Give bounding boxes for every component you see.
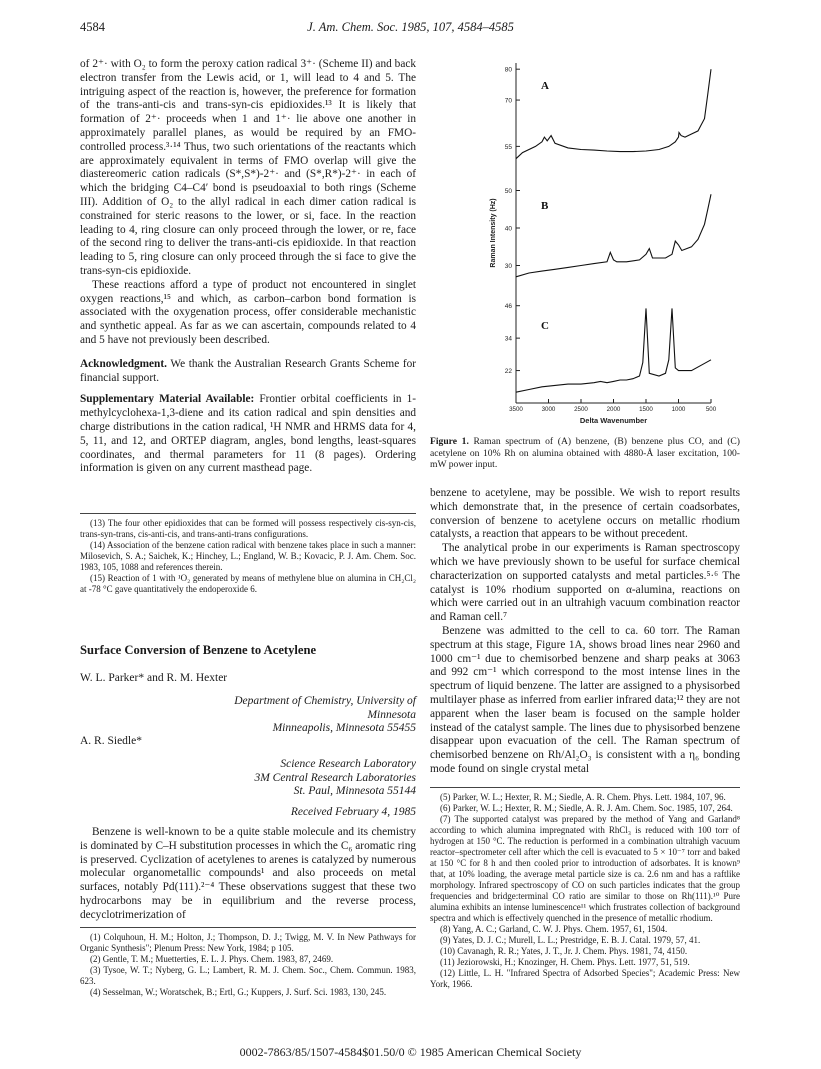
supp-heading: Supplementary Material Available: [80,393,255,406]
received-date: Received February 4, 1985 [290,806,416,818]
x-tick-label: 3500 [509,406,523,413]
y-tick-label: 46 [504,303,512,311]
authors-1: W. L. Parker* and R. M. Hexter [80,672,228,684]
panel-label-b: B [541,200,549,212]
supplementary [80,393,416,476]
paragraph: of 2⁺· with O₂ to form the peroxy cation radical 3⁺· (Scheme II) and back electron transfer from the Lewis acid, or 1, will lead to 4 and 5. The intriguing aspect of the reaction is, however, the preference for formation of the trans-anti-cis and trans-syn-cis epidioxides.¹³ It is likely that formation of 2⁺· proceeds when 1 and 1⁺· lie above one another in approximately parallel planes, as would be required by an FMO-controlled process.³·¹⁴ Thus, two such orientations of the reactants which are approximately equivalent in terms of FMO overlap will give the diastereomeric cation radicals (S*,S*)-2⁺· and (S*,R*)-2⁺· in each of which the bridging C4–C4′ bond is pseudoaxial to both rings (Scheme III). Addition of O₂ to the allyl radical in each dimer cation radical is constrained for steric reasons to the lower, or si, face. In the reaction leading to 4, ring closure can only proceed through the lower, or re, face of the second ring to deliver the trans-anti-cis epidioxide. In that reaction leading to 5, ring closure can only proceed through the si face to give the trans-syn-cis epidioxide. [80,58,416,277]
footnote-rule [430,787,740,788]
left-column-top [80,58,416,476]
footnote: (14) Association of the benzene cation radical with benzene takes place in such a manner: Milosevich, S. A.; Saichek, K.; Hinchey, L.; England, W. B.; Kovacic, P. J. Am. Chem. Soc. 1983, 105, 1088 and references therein. [80,540,416,572]
y-tick-label: 34 [504,335,512,343]
raman-spectrum-figure [486,58,716,430]
footnote-rule [80,927,416,928]
x-axis-label: Delta Wavenumber [579,416,648,425]
supp-text: Frontier orbital coefficients in 1-methylcyclohexa-1,3-diene and its cation radical and spin densities and charge distributions in the cation radical, ¹H NMR and HRMS data for 4, 5, 11, and 12, and ORTEP diagram, angles, bond lengths, least-squares coordinates, and thermal parameters for 11 (8 pages). Ordering information is given on any current masthead page. [80,393,416,475]
panel-label-a: A [541,80,549,92]
reference: (10) Cavanagh, R. R.; Yates, J. T., Jr. J. Chem. Phys. 1981, 74, 4150. [440,946,688,956]
affiliation-line: Minneapolis, Minnesota 55455 [272,722,416,734]
affiliation-line: St. Paul, Minnesota 55144 [293,785,416,797]
footnote: (15) Reaction of 1 with ¹O₂ generated by means of methylene blue on alumina in CH₂Cl₂ at -78 °C gave quantitatively the endoperoxide 6. [80,573,416,594]
affiliation-line: Department of Chemistry, University of Minnesota [234,695,416,721]
article-title: Surface Conversion of Benzene to Acetylene [80,643,317,657]
y-axis-label: Raman Intensity (Hz) [490,198,497,268]
y-tick-label: 22 [504,368,512,376]
right-column [430,487,740,777]
figure-caption [430,436,740,471]
y-tick-label: 30 [504,263,512,270]
authors-2: A. R. Siedle* [80,735,142,747]
affiliation-line: 3M Central Research Laboratories [254,771,416,784]
x-tick-label: 1500 [639,406,653,413]
reference: (3) Tysoe, W. T.; Nyberg, G. L.; Lambert, R. M. J. Chem. Soc., Chem. Commun. 1983, 623. [80,965,416,986]
reference: (8) Yang, A. C.; Garland, C. W. J. Phys. Chem. 1957, 61, 1504. [440,924,668,934]
paragraph: The analytical probe in our experiments is Raman spectroscopy which we have previously shown to be useful for surface chemical characterization on supported catalysts and metal particles.⁵·⁶ The catalyst is 10% rhodium supported on α-alumina, reactions on which were carried out in an ultrahigh vacuum combination reactor and Raman cell.⁷ [430,542,740,624]
reference: (4) Sesselman, W.; Woratschek, B.; Ertl, G.; Kuppers, J. Surf. Sci. 1983, 130, 245. [90,987,387,997]
reference: (7) The supported catalyst was prepared by the method of Yang and Garland⁸ according to which alumina impregnated with RhCl₃ is reduced with 100 torr of hydrogen at 150 °C. The reduction is performed in a combination ultrahigh vacuum reactor–spectrometer cell after which the cell is evacuated to 5 × 10⁻⁷ torr and baked at 150 °C for 8 h and then cooled prior to introduction of adsorbates. It is known⁹ that, at 10% loading, the average metal particle size is ca. 2.6 nm and has a raftlike morphology. Infrared spectroscopy of CO on such particles indicates that the group frequencies and bridge:terminal CO ratio are similar to those on Rh(111).¹⁰ Pure alumina exhibits an intense luminescence¹¹ which frustrates collection of background spectra and which is effectively quenched in the presence of metallic rhodium. [430,814,740,923]
journal-header: J. Am. Chem. Soc. 1985, 107, 4584–4585 [307,20,514,34]
x-tick-label: 3000 [541,406,556,413]
paragraph: benzene to acetylene, may be possible. We wish to report results which demonstrate that, in the presence of certain coadsorbates, conversion of benzene to acetylene occurs on metallic rhodium catalysts, a reaction that appears to be without precedent. [430,487,740,541]
affiliation-2 [200,758,416,799]
paragraph: Benzene is well-known to be a quite stable molecule and its chemistry is dominated by C–H substitution processes in which the C₆ aromatic ring is preserved. Cyclization of acetylenes to arenes is catalyzed by numerous molecular organometallic compounds¹ and also proceeds on metal surfaces, notably Pd(111).²⁻⁴ These observations suggest that these two hydrocarbons may be in equilibrium and the reverse process, decyclotrimerization of [80,826,416,921]
footnote-rule [80,513,416,514]
ack-text: We thank the Australian Research Grants Scheme for financial support. [80,357,416,384]
reference: (11) Jeziorowski, H.; Knozinger, H. Chem. Phys. Lett. 1977, 51, 519. [440,957,690,967]
reference: (12) Little, L. H. "Infrared Spectra of Adsorbed Species"; Academic Press: New York, 1966. [430,968,740,989]
y-tick-label: 70 [504,97,512,105]
reference: (5) Parker, W. L.; Hexter, R. M.; Siedle, A. R. Chem. Phys. Lett. 1984, 107, 96. [440,792,726,802]
y-tick-label: 50 [504,188,512,195]
reference: (9) Yates, D. J. C.; Murell, L. L.; Prestridge, E. B. J. Catal. 1979, 57, 41. [440,935,701,945]
y-tick-label: 55 [504,143,512,151]
caption-label: Figure 1. [430,436,469,447]
acknowledgment [80,358,416,386]
y-tick-label: 80 [504,66,512,74]
copyright-footer: 0002-7863/85/1507-4584$01.50/0 © 1985 American Chemical Society [239,1045,582,1059]
affiliation-1 [200,695,416,736]
affiliation-line: Science Research Laboratory [280,758,416,770]
panel-label-c: C [541,320,549,332]
paragraph: These reactions afford a type of product not encountered in singlet oxygen reactions,¹⁵ and which, as carbon–carbon bond formation is associated with the oxygenation process, offer considerable mechanistic and synthetic appeal. As far as we can ascertain, compounds related to 4 and 5 have not previously been described. [80,278,416,346]
references-right [430,792,740,990]
x-tick-label: 2000 [606,406,621,413]
footnotes-top [80,518,416,595]
reference: (2) Gentle, T. M.; Muetterties, E. L. J. Phys. Chem. 1983, 87, 2469. [90,954,334,964]
reference: (1) Colquhoun, H. M.; Holton, J.; Thompson, D. J.; Twigg, M. V. In New Pathways for Organic Synthesis"; Plenum Press: New York, 1984; p 105. [80,932,416,953]
footnote: (13) The four other epidioxides that can be formed will possess respectively cis-syn-cis, trans-syn-trans, cis-anti-cis, and trans-anti-trans configurations. [80,518,416,539]
x-tick-label: 500 [705,406,716,413]
ack-heading: Acknowledgment. [80,357,167,370]
page-number: 4584 [80,20,105,34]
paragraph: Benzene was admitted to the cell to ca. 60 torr. The Raman spectrum at this stage, Figure 1A, shows broad lines near 2960 and 1000 cm⁻¹ due to chemisorbed benzene and sharp peaks at 3063 and 992 cm⁻¹ which correspond to the most intense lines in the spectrum of liquid benzene. The latter are assigned to a physisorbed multilayer phase as inferred from earlier infrared data;¹² they are not apparent when the laser beam is focused on the sample holder instead of the catalyst sample. The lines due to physisorbed benzene disappear upon evacuation of the cell. The Raman spectrum of chemisorbed benzene on Rh/Al₂O₃ is consistent with a η₆ bonding mode found on single crystal metal [430,624,740,775]
reference: (6) Parker, W. L.; Hexter, R. M.; Siedle, A. R. J. Am. Chem. Soc. 1985, 107, 264. [440,803,733,813]
caption-text: Raman spectrum of (A) benzene, (B) benzene plus CO, and (C) acetylene on 10% Rh on alumina obtained with 4880-Å laser excitation, 100-mW power input. [430,436,740,471]
x-tick-label: 1000 [671,406,686,413]
intro-text [80,826,416,923]
references-left [80,932,416,998]
x-tick-label: 2500 [574,406,588,413]
y-tick-label: 40 [504,225,512,233]
